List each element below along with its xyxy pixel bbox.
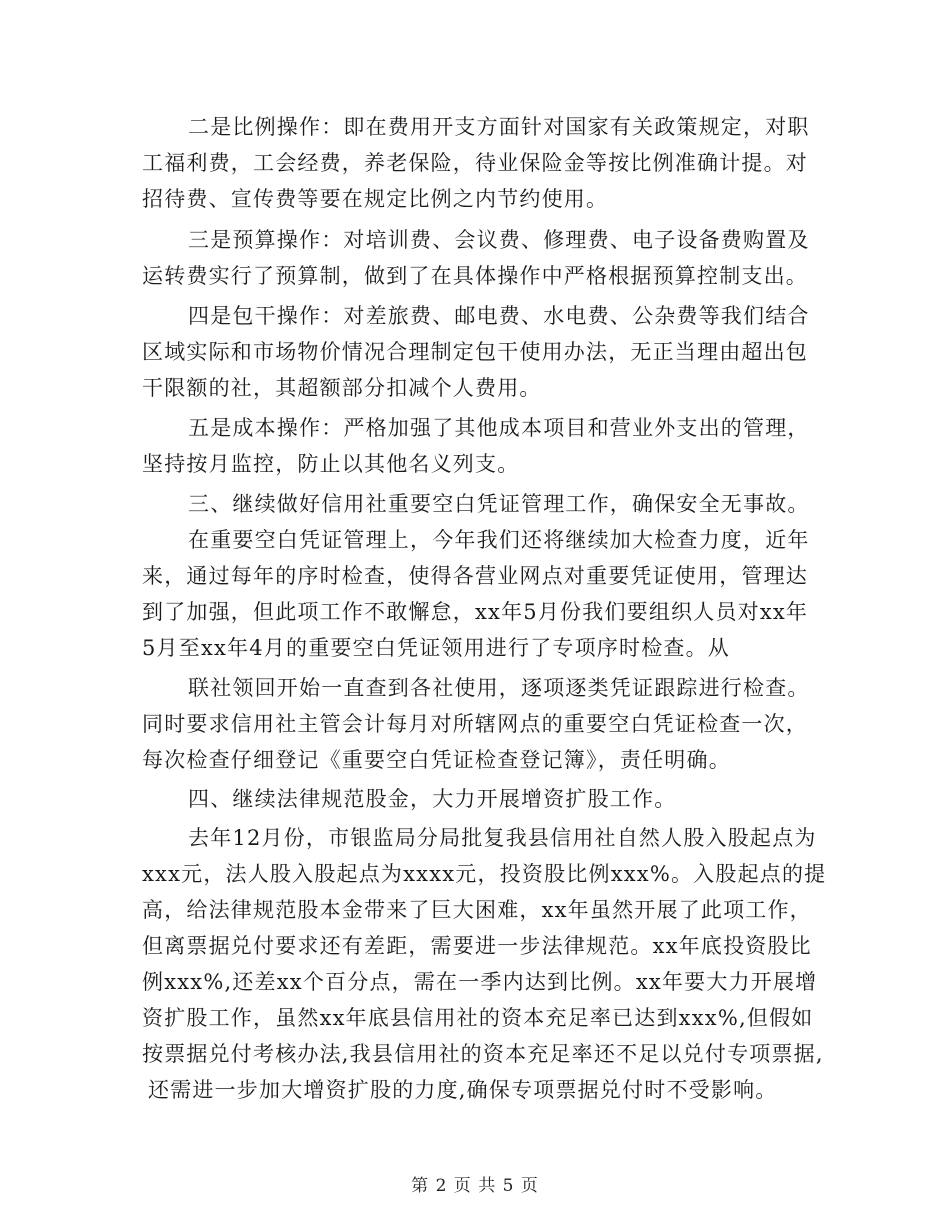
body-line: 运转费实行了预算制，做到了在具体操作中严格根据预算控制支出。	[142, 264, 808, 288]
body-line: 到了加强，但此项工作不敢懈怠，xx年5月份我们要组织人员对xx年	[142, 600, 809, 624]
body-line: 但离票据兑付要求还有差距，需要进一步法律规范。xx年底投资股比	[142, 934, 812, 958]
body-line: 按票据兑付考核办法,我县信用社的资本充足率还不足以兑付专项票据,	[142, 1042, 824, 1066]
body-line: 工福利费，工会经费，养老保险，待业保险金等按比例准确计提。对	[142, 151, 808, 175]
body-line: 干限额的社，其超额部分扣减个人费用。	[142, 376, 542, 400]
body-line: 去年12月份，市银监局分局批复我县信用社自然人股入股起点为	[188, 826, 817, 850]
body-line: xxx元，法人股入股起点为xxxx元，投资股比例xxx%。入股起点的提	[142, 862, 827, 886]
body-line: 坚持按月监控，防止以其他名义列支。	[142, 452, 520, 476]
body-line: 四是包干操作：对差旅费、邮电费、水电费、公杂费等我们结合	[188, 304, 810, 328]
body-line: 三是预算操作：对培训费、会议费、修理费、电子设备费购置及	[188, 228, 810, 252]
page-number-footer: 第 2 页 共 5 页	[411, 1176, 539, 1196]
body-line: 五是成本操作：严格加强了其他成本项目和营业外支出的管理，	[188, 416, 810, 440]
body-line: 来，通过每年的序时检查，使得各营业网点对重要凭证使用，管理达	[142, 564, 808, 588]
body-line: 联社领回开始一直查到各社使用，逐项逐类凭证跟踪进行检查。	[188, 676, 810, 700]
body-line: 5月至xx年4月的重要空白凭证领用进行了专项序时检查。从	[142, 636, 731, 660]
body-line: 资扩股工作，虽然xx年底县信用社的资本充足率已达到xxx%,但假如	[142, 1006, 814, 1030]
body-line: 在重要空白凭证管理上，今年我们还将继续加大检查力度，近年	[188, 528, 810, 552]
body-line: 高，给法律规范股本金带来了巨大困难，xx年虽然开展了此项工作，	[142, 898, 812, 922]
body-line: 招待费、宣传费等要在规定比例之内节约使用。	[142, 187, 609, 211]
body-line: 区域实际和市场物价情况合理制定包干使用办法，无正当理由超出包	[142, 340, 808, 364]
body-line: 还需进一步加大增资扩股的力度,确保专项票据兑付时不受影响。	[148, 1078, 778, 1102]
body-line: 二是比例操作：即在费用开支方面针对国家有关政策规定，对职	[188, 115, 810, 139]
body-line: 每次检查仔细登记《重要空白凭证检查登记簿》，责任明确。	[142, 748, 731, 772]
section-heading: 三、继续做好信用社重要空白凭证管理工作，确保安全无事故。	[188, 492, 810, 516]
section-heading: 四、继续法律规范股金，大力开展增资扩股工作。	[188, 787, 677, 811]
body-line: 同时要求信用社主管会计每月对所辖网点的重要空白凭证检查一次，	[142, 712, 808, 736]
body-line: 例xxx%,还差xx个百分点，需在一季内达到比例。xx年要大力开展增	[142, 970, 818, 994]
